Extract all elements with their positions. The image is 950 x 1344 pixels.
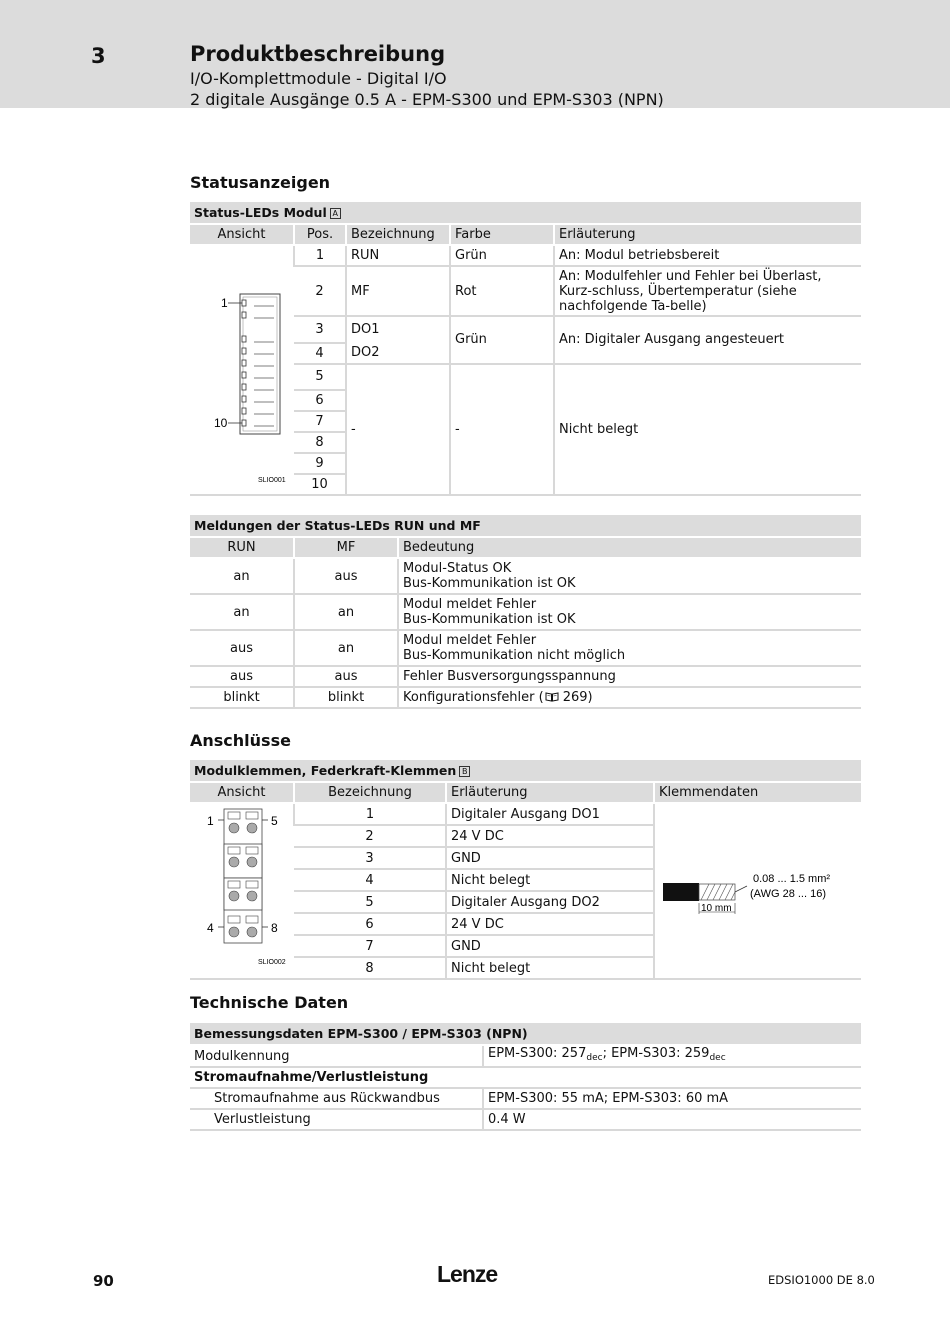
table-row: Stromaufnahme aus Rückwandbus EPM-S300: 55 mA; EPM-S303: 60 mA xyxy=(190,1088,861,1109)
svg-text:Lenze: Lenze xyxy=(437,1261,498,1287)
free-text: Nicht belegt xyxy=(554,364,861,496)
tech-data-table xyxy=(190,1023,861,1131)
column-header: Farbe xyxy=(450,224,554,245)
do-text: An: Digitaler Ausgang angesteuert xyxy=(554,316,861,364)
column-header: Bezeichnung xyxy=(346,224,450,245)
column-header: Ansicht xyxy=(190,224,294,245)
do-color: Grün xyxy=(450,316,554,364)
led-module-image xyxy=(190,245,294,495)
table-row: aus an Modul meldet Fehler Bus-Kommunikation nicht möglich xyxy=(190,630,861,666)
free-color: - xyxy=(450,364,554,496)
led-messages-table xyxy=(190,515,861,709)
table-row: 10 xyxy=(190,474,861,495)
document-id: EDSIO1000 DE 8.0 xyxy=(768,1273,875,1287)
book-icon xyxy=(545,691,559,706)
wire-data-image xyxy=(654,803,861,979)
table-row: aus aus Fehler Busversorgungsspannung xyxy=(190,666,861,687)
table-row: Modulkennung EPM-S300: $257_{dec}$; EPM-S303: $259_{dec}$ xyxy=(190,1045,861,1067)
column-header: Erläuterung xyxy=(554,224,861,245)
figure-marker: A xyxy=(330,208,341,219)
figure-marker: B xyxy=(459,766,470,777)
terminal-label-8: 8 xyxy=(271,921,278,935)
lenze-logo xyxy=(437,1261,511,1291)
terminal-label-4: 4 xyxy=(207,921,214,935)
table-row: 6 24 V DC xyxy=(190,913,861,935)
column-header: Klemmendaten xyxy=(654,782,861,803)
wire-cross-section: 0.08 ... 1.5 mm² xyxy=(753,873,831,885)
table-row: Stromaufnahme/Verlustleistung xyxy=(190,1067,861,1088)
terminals-table xyxy=(190,760,861,980)
table-row: Verlustleistung 0.4 W xyxy=(190,1109,861,1130)
table-row: 2 MF Rot An: Modulfehler und Fehler bei Überlast, Kurz-schluss, Übertemperatur (siehe nachfolgende Ta-belle) xyxy=(190,266,861,316)
table-caption: Modulklemmen, Federkraft-Klemmen B xyxy=(190,760,861,782)
wire-strip-diagram xyxy=(655,804,862,974)
page-number: 90 xyxy=(93,1272,114,1290)
led-label-top: 1 xyxy=(221,296,228,310)
table-caption: Bemessungsdaten EPM-S300 / EPM-S303 (NPN) xyxy=(190,1023,861,1045)
table-row: 8 Nicht belegt xyxy=(190,957,861,979)
page-subtitle-1: I/O-Komplettmodule - Digital I/O xyxy=(190,69,447,88)
strip-length: 10 mm xyxy=(701,903,732,914)
section-title-terminals: Anschlüsse xyxy=(190,731,291,750)
table-row: an aus Modul-Status OK Bus-Kommunikation ist OK xyxy=(190,558,861,594)
table-row: 3 DO1 Grün An: Digitaler Ausgang angesteuert xyxy=(190,316,861,343)
table-row: 9 xyxy=(190,453,861,474)
table-row: 4 DO2 xyxy=(190,343,861,364)
terminal-label-1: 1 xyxy=(207,814,214,828)
status-led-table xyxy=(190,202,861,496)
table-caption: Status-LEDs Modul A xyxy=(190,202,861,224)
column-header: RUN xyxy=(190,537,294,558)
page-subtitle-2: 2 digitale Ausgänge 0.5 A - EPM-S300 und EPM-S303 (NPN) xyxy=(190,90,664,109)
table-row: 6 xyxy=(190,390,861,411)
table-row: 5 Digitaler Ausgang DO2 xyxy=(190,891,861,913)
page-header xyxy=(0,0,950,108)
image-code: SLIO001 xyxy=(258,477,286,484)
terminal-image xyxy=(190,803,294,979)
table-row: 4 Nicht belegt xyxy=(190,869,861,891)
table-row: 7 GND xyxy=(190,935,861,957)
table-row: an an Modul meldet Fehler Bus-Kommunikation ist OK xyxy=(190,594,861,630)
free-name: - xyxy=(346,364,450,496)
section-title-status: Statusanzeigen xyxy=(190,173,331,192)
section-title-tech: Technische Daten xyxy=(190,993,349,1012)
column-header: Erläuterung xyxy=(446,782,654,803)
wire-awg: (AWG 28 ... 16) xyxy=(750,888,827,900)
column-header: MF xyxy=(294,537,398,558)
page-reference: 269) xyxy=(562,689,593,705)
table-row: 3 GND xyxy=(190,847,861,869)
table-row: 7 xyxy=(190,411,861,432)
page-title: Produktbeschreibung xyxy=(190,42,446,66)
led-label-bottom: 10 xyxy=(214,416,228,430)
table-caption: Meldungen der Status-LEDs RUN und MF xyxy=(190,515,861,537)
table-row: 5 - - Nicht belegt xyxy=(190,364,861,391)
terminal-block-diagram xyxy=(190,804,294,974)
led-module-diagram xyxy=(190,246,294,490)
module-id-value: EPM-S300: $257_{dec}$; EPM-S303: $259_{dec}$ xyxy=(483,1045,861,1067)
terminal-label-5: 5 xyxy=(271,814,278,828)
column-header: Bezeichnung xyxy=(294,782,446,803)
chapter-number: 3 xyxy=(91,44,106,68)
table-row: 1 10 SLIO001 1 RUN Grün An: Modul betriebsbereit xyxy=(190,245,861,266)
table-row: blinkt blinkt Konfigurationsfehler ( 269) xyxy=(190,687,861,708)
column-header: Bedeutung xyxy=(398,537,861,558)
table-row: 8 xyxy=(190,432,861,453)
column-header: Ansicht xyxy=(190,782,294,803)
table-row: 1 5 4 8 SLIO002 1 Digitaler Ausgang DO1 10 mm 0.08 ... 1.5 mm² (AWG 28 ... 16) xyxy=(190,803,861,825)
image-code: SLIO002 xyxy=(258,959,286,966)
table-row: 2 24 V DC xyxy=(190,825,861,847)
column-header: Pos. xyxy=(294,224,346,245)
